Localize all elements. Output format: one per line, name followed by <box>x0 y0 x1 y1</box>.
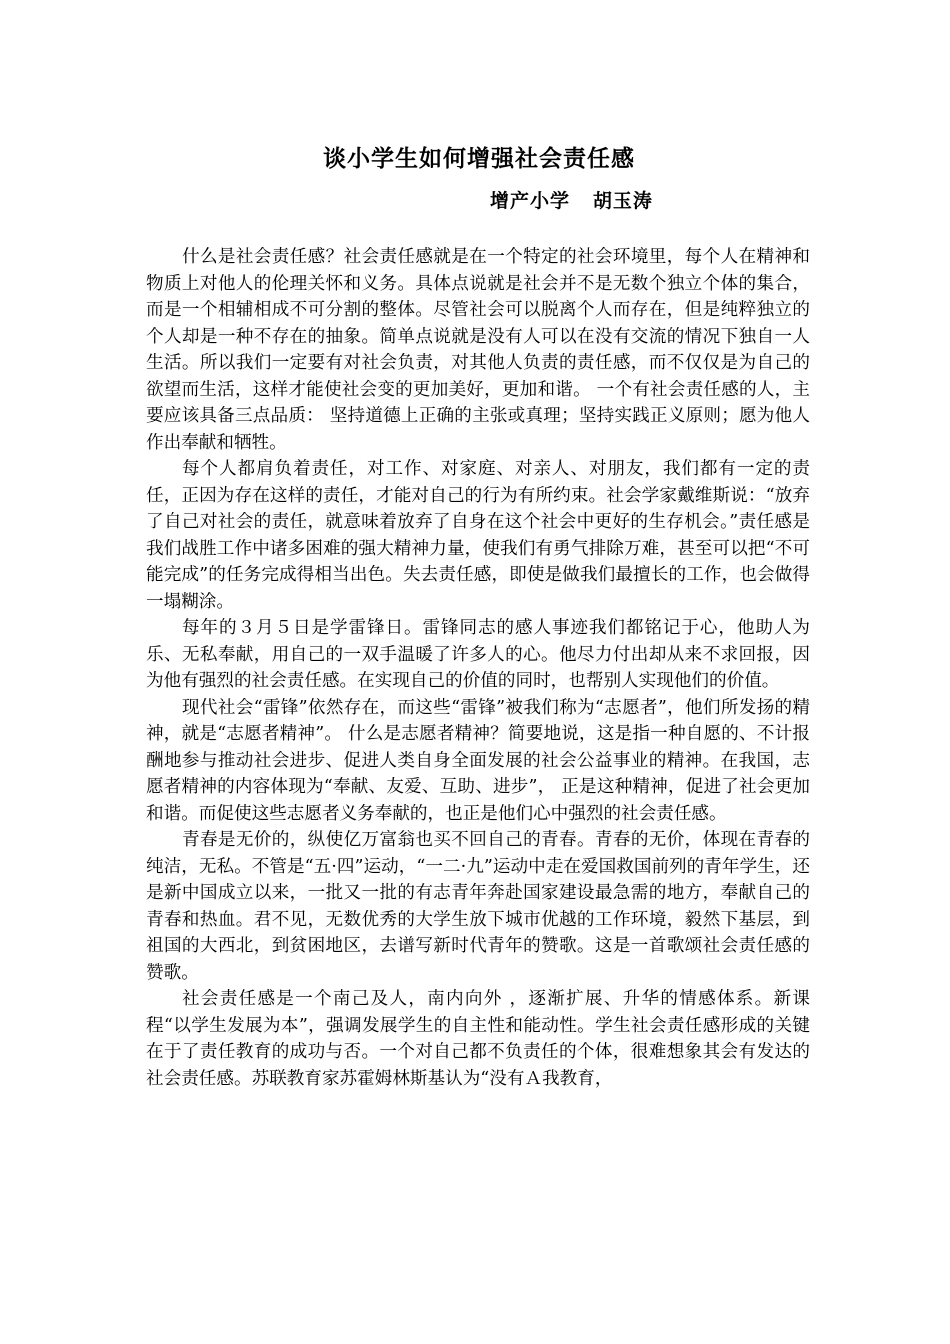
page-title: 谈小学生如何增强社会责任感 <box>323 146 635 172</box>
article-body <box>146 244 810 1092</box>
paragraph: 青春是无价的，纵使亿万富翁也买不回自己的青春。青春的无价，体现在青春的纯洁，无私。不管是“五·四”运动，“一二·九”运动中走在爱国救国前列的青年学生，还是新中国成立以来，一批又一批的有志青年奔赴国家建设最急需的地方，奉献自己的青春和热血。君不见，无数优秀的大学生放下城市优越的工作环境，毅然下基层，到祖国的大西北，到贫困地区，去谱写新时代青年的赞歌。这是一首歌颂社会责任感的赞歌。 <box>146 830 810 983</box>
paragraph: 每个人都肩负着责任，对工作、对家庭、对亲人、对朋友，我们都有一定的责任，正因为存在这样的责任，才能对自己的行为有所约束。社会学家戴维斯说：“放弃了自己对社会的责任，就意味着放弃了自身在这个社会中更好的生存机会。”责任感是我们战胜工作中诸多困难的强大精神力量，使我们有勇气排除万难，甚至可以把“不可能完成”的任务完成得相当出色。失去责任感，即使是做我们最擅长的工作，也会做得一塌糊涂。 <box>146 459 810 612</box>
paragraph: 现代社会“雷锋”依然存在，而这些“雷锋”被我们称为“志愿者”，他们所发扬的精神，就是“志愿者精神”。 什么是志愿者精神？简要地说，这是指一种自愿的、不计报酬地参与推动社会进步、促进人类自身全面发展的社会公益事业的精神。在我国，志愿者精神的内容体现为“奉献、友爱、互助、进步”， 正是这种精神，促进了社会更加和谐。而促使这些志愿者义务奉献的，也正是他们心中强烈的社会责任感。 <box>146 697 810 824</box>
paragraph: 什么是社会责任感？社会责任感就是在一个特定的社会环境里，每个人在精神和物质上对他人的伦理关怀和义务。具体点说就是社会并不是无数个独立个体的集合，而是一个相辅相成不可分割的整体。尽管社会可以脱离个人而存在，但是纯粹独立的个人却是一种不存在的抽象。简单点说就是没有人可以在没有交流的情况下独自一人生活。所以我们一定要有对社会负责，对其他人负责的责任感，而不仅仅是为自己的欲望而生活，这样才能使社会变的更加美好，更加和谐。 一个有社会责任感的人，主要应该具备三点品质： 坚持道德上正确的主张或真理；坚持实践正义原则；愿为他人作出奉献和牺牲。 <box>146 247 810 453</box>
paragraph: 每年的３月５日是学雷锋日。雷锋同志的感人事迹我们都铭记于心，他助人为乐、无私奉献，用自己的一双手温暖了许多人的心。他尽力付出却从来不求回报，因为他有强烈的社会责任感。在实现自己的价值的同时，也帮别人实现他们的价值。 <box>146 618 810 691</box>
author-line: 增产小学 胡玉涛 <box>490 190 653 212</box>
paragraph: 社会责任感是一个南己及人，南内向外 ，逐渐扩展、升华的情感体系。新课程“以学生发展为本”，强调发展学生的自主性和能动性。学生社会责任感形成的关键在于了责任教育的成功与否。一个对自己都不负责任的个体，很难想象其会有发达的社会责任感。苏联教育家苏霍姆林斯基认为“没有Ａ我教育， <box>146 989 810 1089</box>
